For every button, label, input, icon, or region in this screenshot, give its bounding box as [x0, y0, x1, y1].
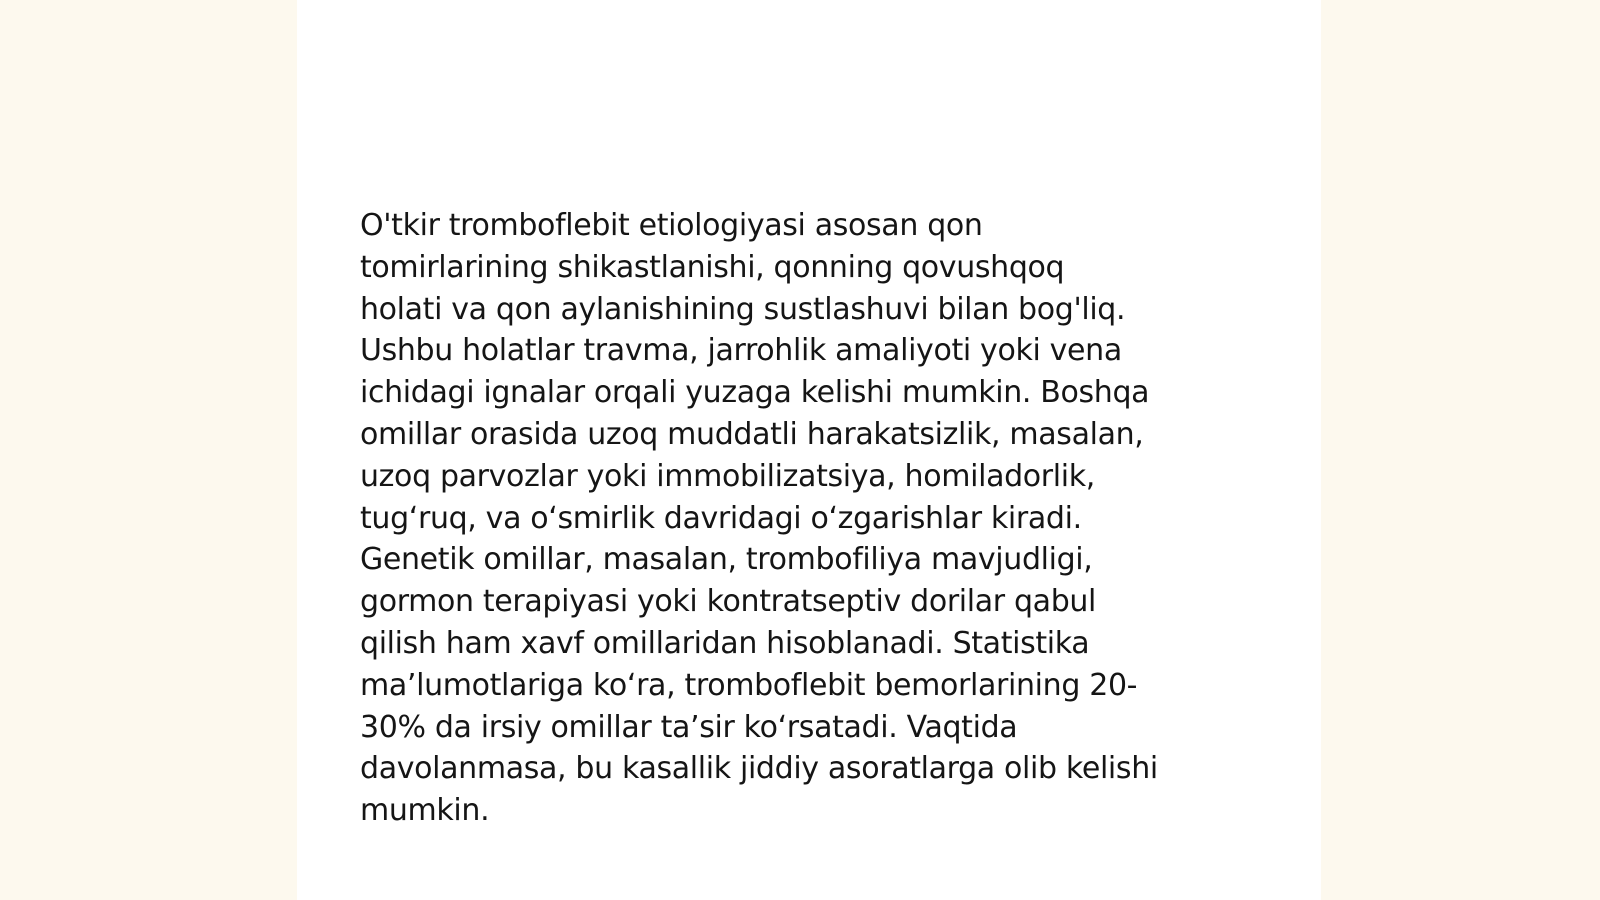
- content-page: [297, 0, 1321, 900]
- body-paragraph: O'tkir tromboflebit etiologiyasi asosan qon tomirlarining shikastlanishi, qonning qovushqoq holati va qon aylanishining sustlashuvi bilan bog'liq. Ushbu holatlar travma, jarrohlik amaliyoti yoki vena ichidagi ignalar orqali yuzaga kelishi mumkin. Boshqa omillar orasida uzoq muddatli harakatsizlik, masalan, uzoq parvozlar yoki immobilizatsiya, homiladorlik, tug‘ruq, va o‘smirlik davridagi o‘zgarishlar kiradi. Genetik omillar, masalan, trombofiliya mavjudligi, gormon terapiyasi yoki kontratseptiv dorilar qabul qilish ham xavf omillaridan hisoblanadi. Statistika ma’lumotlariga ko‘ra, tromboflebit bemorlarining 20- 30% da irsiy omillar ta’sir ko‘rsatadi. Vaqtida davolanmasa, bu kasallik jiddiy asoratlarga olib kelishi mumkin.: [360, 208, 1158, 829]
